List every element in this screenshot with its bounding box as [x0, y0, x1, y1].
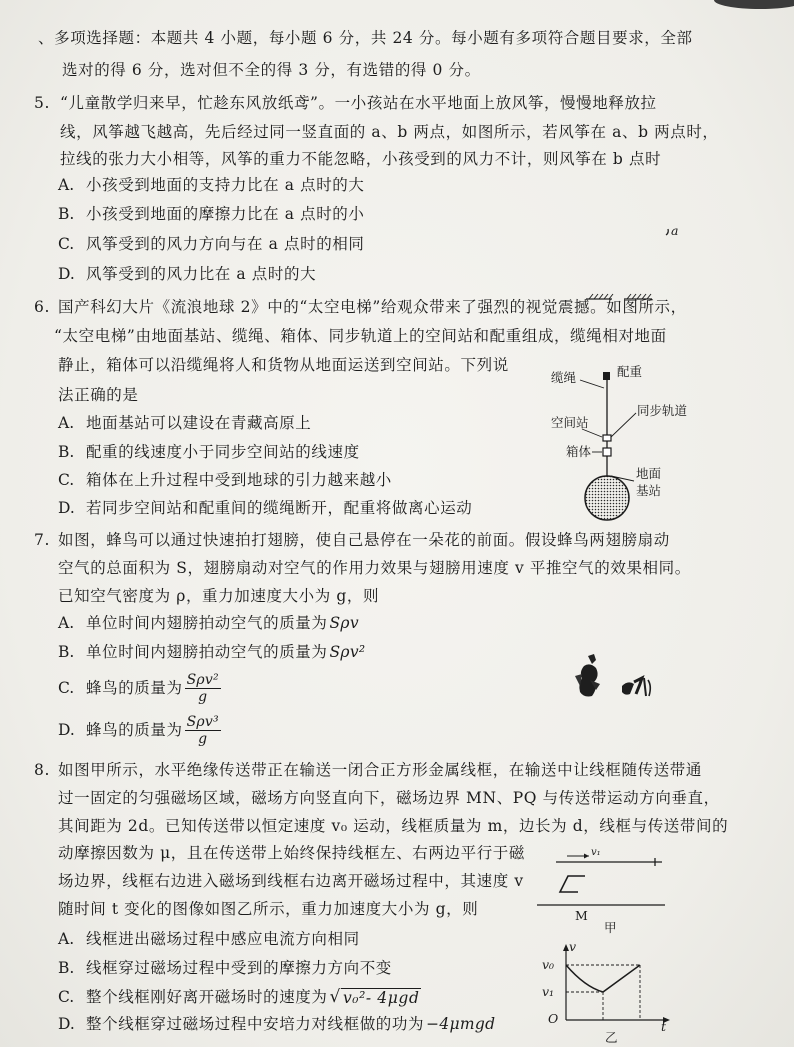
- velocity-label: v₁: [591, 847, 601, 858]
- fraction: [185, 672, 221, 705]
- option-text: 地面基站可以建设在青藏高原上: [86, 414, 312, 432]
- option-a: [58, 929, 360, 949]
- wire-frame-shape: [560, 876, 585, 892]
- question-stem-line: 静止，箱体可以沿缆绳将人和货物从地面运送到空间站。下列说: [58, 356, 509, 374]
- option-text: 风筝受到的风力比在 a 点时的大: [86, 265, 317, 283]
- option-math: −4μmgd: [426, 1015, 496, 1033]
- conveyor-diagram: [535, 845, 670, 910]
- option-text: 蜂鸟的质量为: [86, 721, 183, 739]
- option-d: [58, 264, 316, 284]
- option-text: 整个线框穿过磁场过程中安培力对线框做的功为: [86, 1015, 425, 1033]
- option-label: A.: [58, 930, 75, 948]
- option-text: 若同步空间站和配重间的缆绳断开，配重将做离心运动: [86, 499, 473, 517]
- option-label: C.: [58, 988, 75, 1006]
- option-b: [58, 204, 365, 224]
- question-stem-line: 空气的总面积为 S，翅膀扇动对空气的作用力效果与翅膀用速度 v 平推空气的效果相同。: [58, 559, 691, 577]
- option-d: [58, 1014, 495, 1034]
- question-number: 7.: [34, 531, 50, 549]
- question-number: 8.: [34, 761, 50, 779]
- figure-caption-jia: 甲: [604, 920, 617, 935]
- option-a: [58, 175, 365, 195]
- space-station-leader: [582, 429, 602, 437]
- option-label: C.: [58, 679, 75, 697]
- figure-caption-yi: 乙: [605, 1030, 618, 1045]
- origin-label: O: [548, 1011, 559, 1026]
- section-heading-line-1: 、多项选择题：本题共 4 小题，每小题 6 分，共 24 分。每小题有多项符合题目要求，全部: [38, 29, 693, 47]
- fraction-denominator: g: [198, 688, 208, 705]
- option-c: [58, 234, 365, 254]
- question-stem-line: 场边界，线框右边进入磁场到线框右边离开磁场过程中，其速度 v: [58, 872, 524, 890]
- scan-edge-shadow: [700, 0, 794, 16]
- option-text: 蜂鸟的质量为: [86, 679, 183, 697]
- option-c: [58, 670, 221, 706]
- counterweight-block: [603, 372, 610, 380]
- option-label: D.: [58, 721, 75, 739]
- option-text: 单位时间内翅膀拍动空气的质量为: [86, 614, 328, 632]
- v1-tick-label: v₁: [542, 984, 555, 999]
- question-stem-line: 如图甲所示，水平绝缘传送带正在输送一闭合正方形金属线框，在输送中让线框随传送带通: [58, 761, 703, 779]
- option-label: C.: [58, 471, 75, 489]
- question-stem-line: “儿童散学归来早，忙趁东风放纸鸢”。一小孩站在水平地面上放风筝，慢慢地释放拉: [60, 94, 657, 112]
- option-text: 线框穿过磁场过程中受到的摩擦力方向不变: [86, 959, 392, 977]
- section-heading-line-2: 选对的得 6 分，选对但不全的得 3 分，有选错的得 0 分。: [62, 61, 481, 79]
- v0-tick-label: v₀: [542, 957, 555, 972]
- option-text: 小孩受到地面的支持力比在 a 点时的大: [86, 176, 365, 194]
- option-label: A.: [58, 176, 75, 194]
- space-station-label: 空间站: [551, 415, 589, 430]
- option-label: A.: [58, 414, 75, 432]
- option-label: B.: [58, 443, 75, 461]
- option-label: B.: [58, 205, 75, 223]
- cable-label: 缆绳: [551, 370, 577, 385]
- question-stem-line: 如图，蜂鸟可以通过快速拍打翅膀，使自己悬停在一朵花的前面。假设蜂鸟两翅膀扇动: [58, 531, 670, 549]
- option-text: 风筝受到的风力方向与在 a 点时的相同: [86, 235, 365, 253]
- option-label: B.: [58, 643, 75, 661]
- option-label: D.: [58, 265, 75, 283]
- velocity-arrowhead: [584, 854, 589, 859]
- option-text: 单位时间内翅膀拍动空气的质量为: [86, 643, 328, 661]
- kite-point-a-label: a: [671, 223, 679, 238]
- question-stem-line: 线，风筝越飞越高，先后经过同一竖直面的 a、b 两点，如图所示，若风筝在 a、b 两点时，: [60, 123, 719, 141]
- square-root-radicand: v₀²- 4μgd: [342, 988, 420, 1007]
- option-label: B.: [58, 959, 75, 977]
- question-stem-line: 国产科幻大片《流浪地球 2》中的“太空电梯”给观众带来了强烈的视觉震撼。如图所示，: [58, 298, 687, 316]
- space-station-block: [603, 435, 611, 441]
- option-d: [58, 498, 472, 518]
- option-label: C.: [58, 235, 75, 253]
- question-number: 5.: [34, 94, 50, 112]
- fraction-numerator: Sρv²: [186, 671, 219, 688]
- question-stem-line: 拉线的张力大小相等，风筝的重力不能忽略，小孩受到的风力不计，则风筝在 b 点时: [60, 150, 662, 168]
- cabin-label: 箱体: [566, 444, 592, 459]
- hummingbird-image: [570, 650, 660, 706]
- option-c: [58, 987, 421, 1007]
- question-number: 6.: [34, 298, 50, 316]
- option-text: 箱体在上升过程中受到地球的引力越来越小: [86, 471, 392, 489]
- option-d: [58, 712, 221, 748]
- ground-station-label-line-1: 地面: [636, 466, 662, 481]
- fraction: [185, 714, 221, 747]
- option-math: Sρv²: [329, 643, 366, 661]
- option-text: 线框进出磁场过程中感应电流方向相同: [86, 930, 360, 948]
- option-b: [58, 642, 365, 662]
- question-stem-line: 动摩擦因数为 μ，且在传送带上始终保持线框左、右两边平行于磁: [58, 844, 526, 862]
- question-stem-line: 过一固定的匀强磁场区域，磁场方向竖直向下，磁场边界 MN、PQ 与传送带运动方向垂直，: [58, 789, 720, 807]
- ground-station-label-line-2: 基站: [636, 483, 662, 498]
- option-a: [58, 613, 359, 633]
- x-axis-label: t: [661, 1019, 667, 1034]
- boundary-m-label: M: [575, 908, 588, 923]
- fraction-denominator: g: [198, 730, 208, 747]
- earth-circle: [585, 476, 629, 520]
- option-b: [58, 958, 392, 978]
- sync-orbit-label: 同步轨道: [637, 403, 688, 418]
- y-axis-label: v: [569, 939, 577, 954]
- question-stem-line: 法正确的是: [58, 386, 139, 404]
- sync-orbit-leader: [611, 413, 636, 437]
- question-stem-line: 随时间 t 变化的图像如图乙所示，重力加速度大小为 g，则: [58, 900, 479, 918]
- option-label: D.: [58, 1015, 75, 1033]
- counterweight-label: 配重: [617, 364, 643, 379]
- option-label: D.: [58, 499, 75, 517]
- option-a: [58, 413, 311, 433]
- option-c: [58, 470, 392, 490]
- option-text: 配重的线速度小于同步空间站的线速度: [86, 443, 360, 461]
- option-b: [58, 442, 360, 462]
- question-stem-line: 已知空气密度为 ρ，重力加速度大小为 g，则: [58, 587, 380, 605]
- question-stem-line: “太空电梯”由地面基站、缆绳、箱体、同步轨道上的空间站和配重组成，缆绳相对地面: [54, 327, 667, 345]
- option-math: Sρv: [329, 614, 359, 632]
- cabin-block: [603, 448, 611, 456]
- cable-leader: [580, 380, 604, 388]
- question-stem-line: 其间距为 2d。已知传送带以恒定速度 v₀ 运动，线框质量为 m，边长为 d，线框与传送带间的: [58, 817, 729, 835]
- square-root-sign: √: [329, 987, 341, 1007]
- fraction-numerator: Sρv³: [186, 713, 219, 730]
- option-label: A.: [58, 614, 75, 632]
- option-text: 小孩受到地面的摩擦力比在 a 点时的小: [86, 205, 365, 223]
- option-text: 整个线框刚好离开磁场时的速度为: [86, 988, 328, 1006]
- velocity-curve: [566, 965, 640, 992]
